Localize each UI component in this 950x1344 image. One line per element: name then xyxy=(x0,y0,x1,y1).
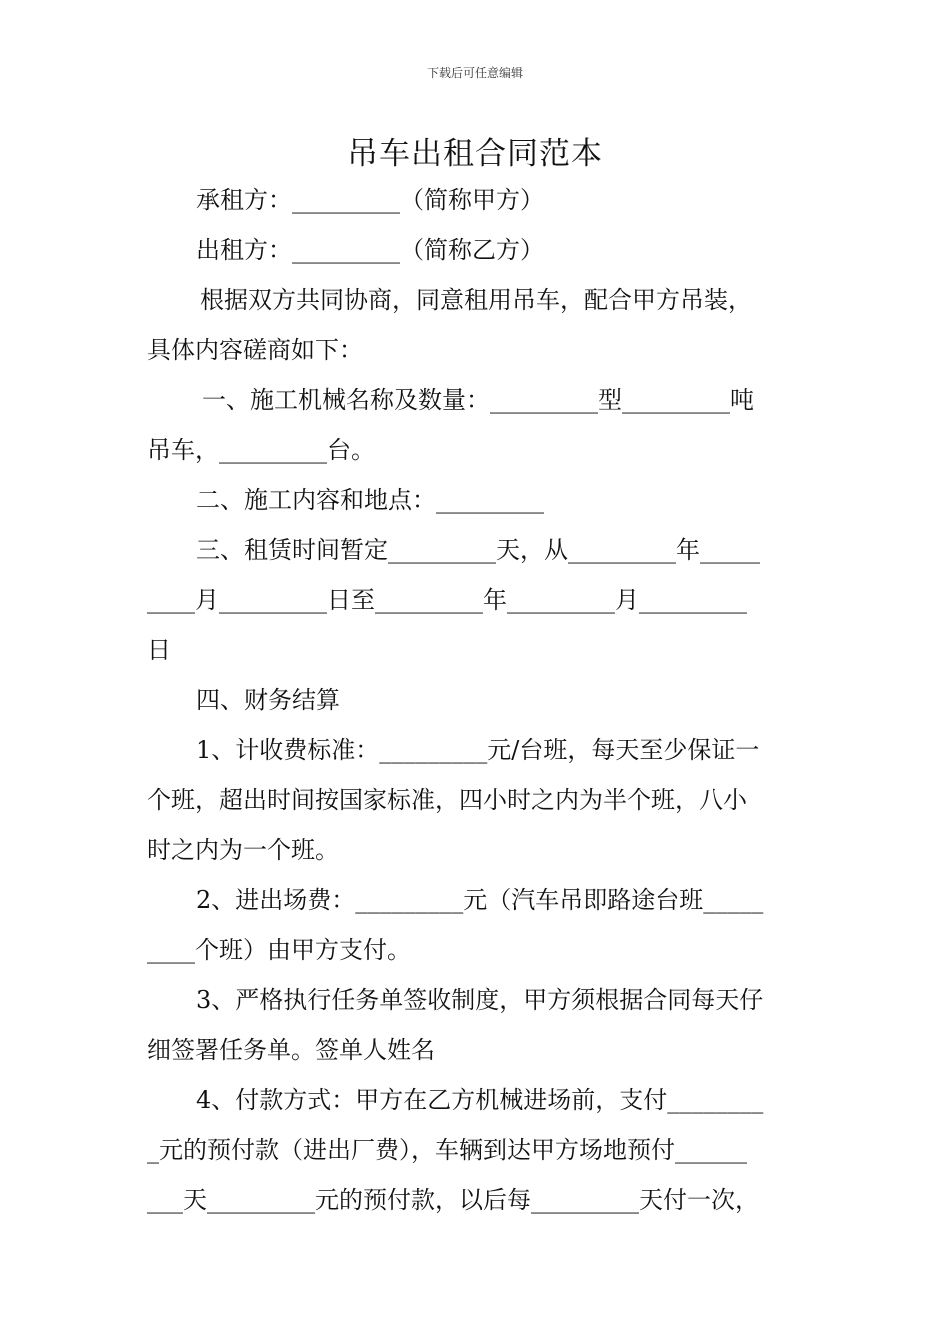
fee-standard-line-2: 个班，超出时间按国家标准，四小时之内为半个班，八小 xyxy=(147,786,747,814)
entry-fee-line-1: 2、进出场费：_________元（汽车吊即路途台班_____ xyxy=(196,886,764,914)
lessee-line: 承租方：_________（简称甲方） xyxy=(196,186,544,214)
clause-2-line: 二、施工内容和地点：_________ xyxy=(196,486,544,514)
clause-4-heading: 四、财务结算 xyxy=(196,686,340,714)
fee-standard-line-1: 1、计收费标准：_________元/台班，每天至少保证一 xyxy=(196,736,760,764)
entry-fee-line-2: ____个班）由甲方支付。 xyxy=(147,936,411,964)
lessor-line: 出租方：_________（简称乙方） xyxy=(196,236,544,264)
fee-standard-line-3: 时之内为一个班。 xyxy=(147,836,339,864)
payment-line-3: ___天_________元的预付款，以后每_________天付一次， xyxy=(147,1186,759,1214)
payment-line-1: 4、付款方式：甲方在乙方机械进场前，支付________ xyxy=(196,1086,764,1114)
page-header-note: 下载后可任意编辑 xyxy=(426,66,523,80)
clause-3-line-2: ____月_________日至_________年_________月_________ xyxy=(147,586,747,614)
task-order-line-2: 细签署任务单。签单人姓名 xyxy=(147,1036,435,1064)
document-title: 吊车出租合同范本 xyxy=(347,136,603,172)
task-order-line-1: 3、严格执行任务单签收制度，甲方须根据合同每天仔 xyxy=(196,986,764,1014)
intro-paragraph-line-1: 根据双方共同协商，同意租用吊车，配合甲方吊装， xyxy=(200,286,752,314)
clause-3-line-3: 日 xyxy=(147,636,171,664)
intro-paragraph-line-2: 具体内容磋商如下： xyxy=(147,336,363,364)
clause-1-line-1: 一、施工机械名称及数量：_________型_________吨 xyxy=(202,386,754,414)
payment-line-2: _元的预付款（进出厂费），车辆到达甲方场地预付______ xyxy=(147,1136,747,1164)
clause-1-line-2: 吊车，_________台。 xyxy=(147,436,375,464)
clause-3-line-1: 三、租赁时间暂定_________天，从_________年_____ xyxy=(196,536,760,564)
